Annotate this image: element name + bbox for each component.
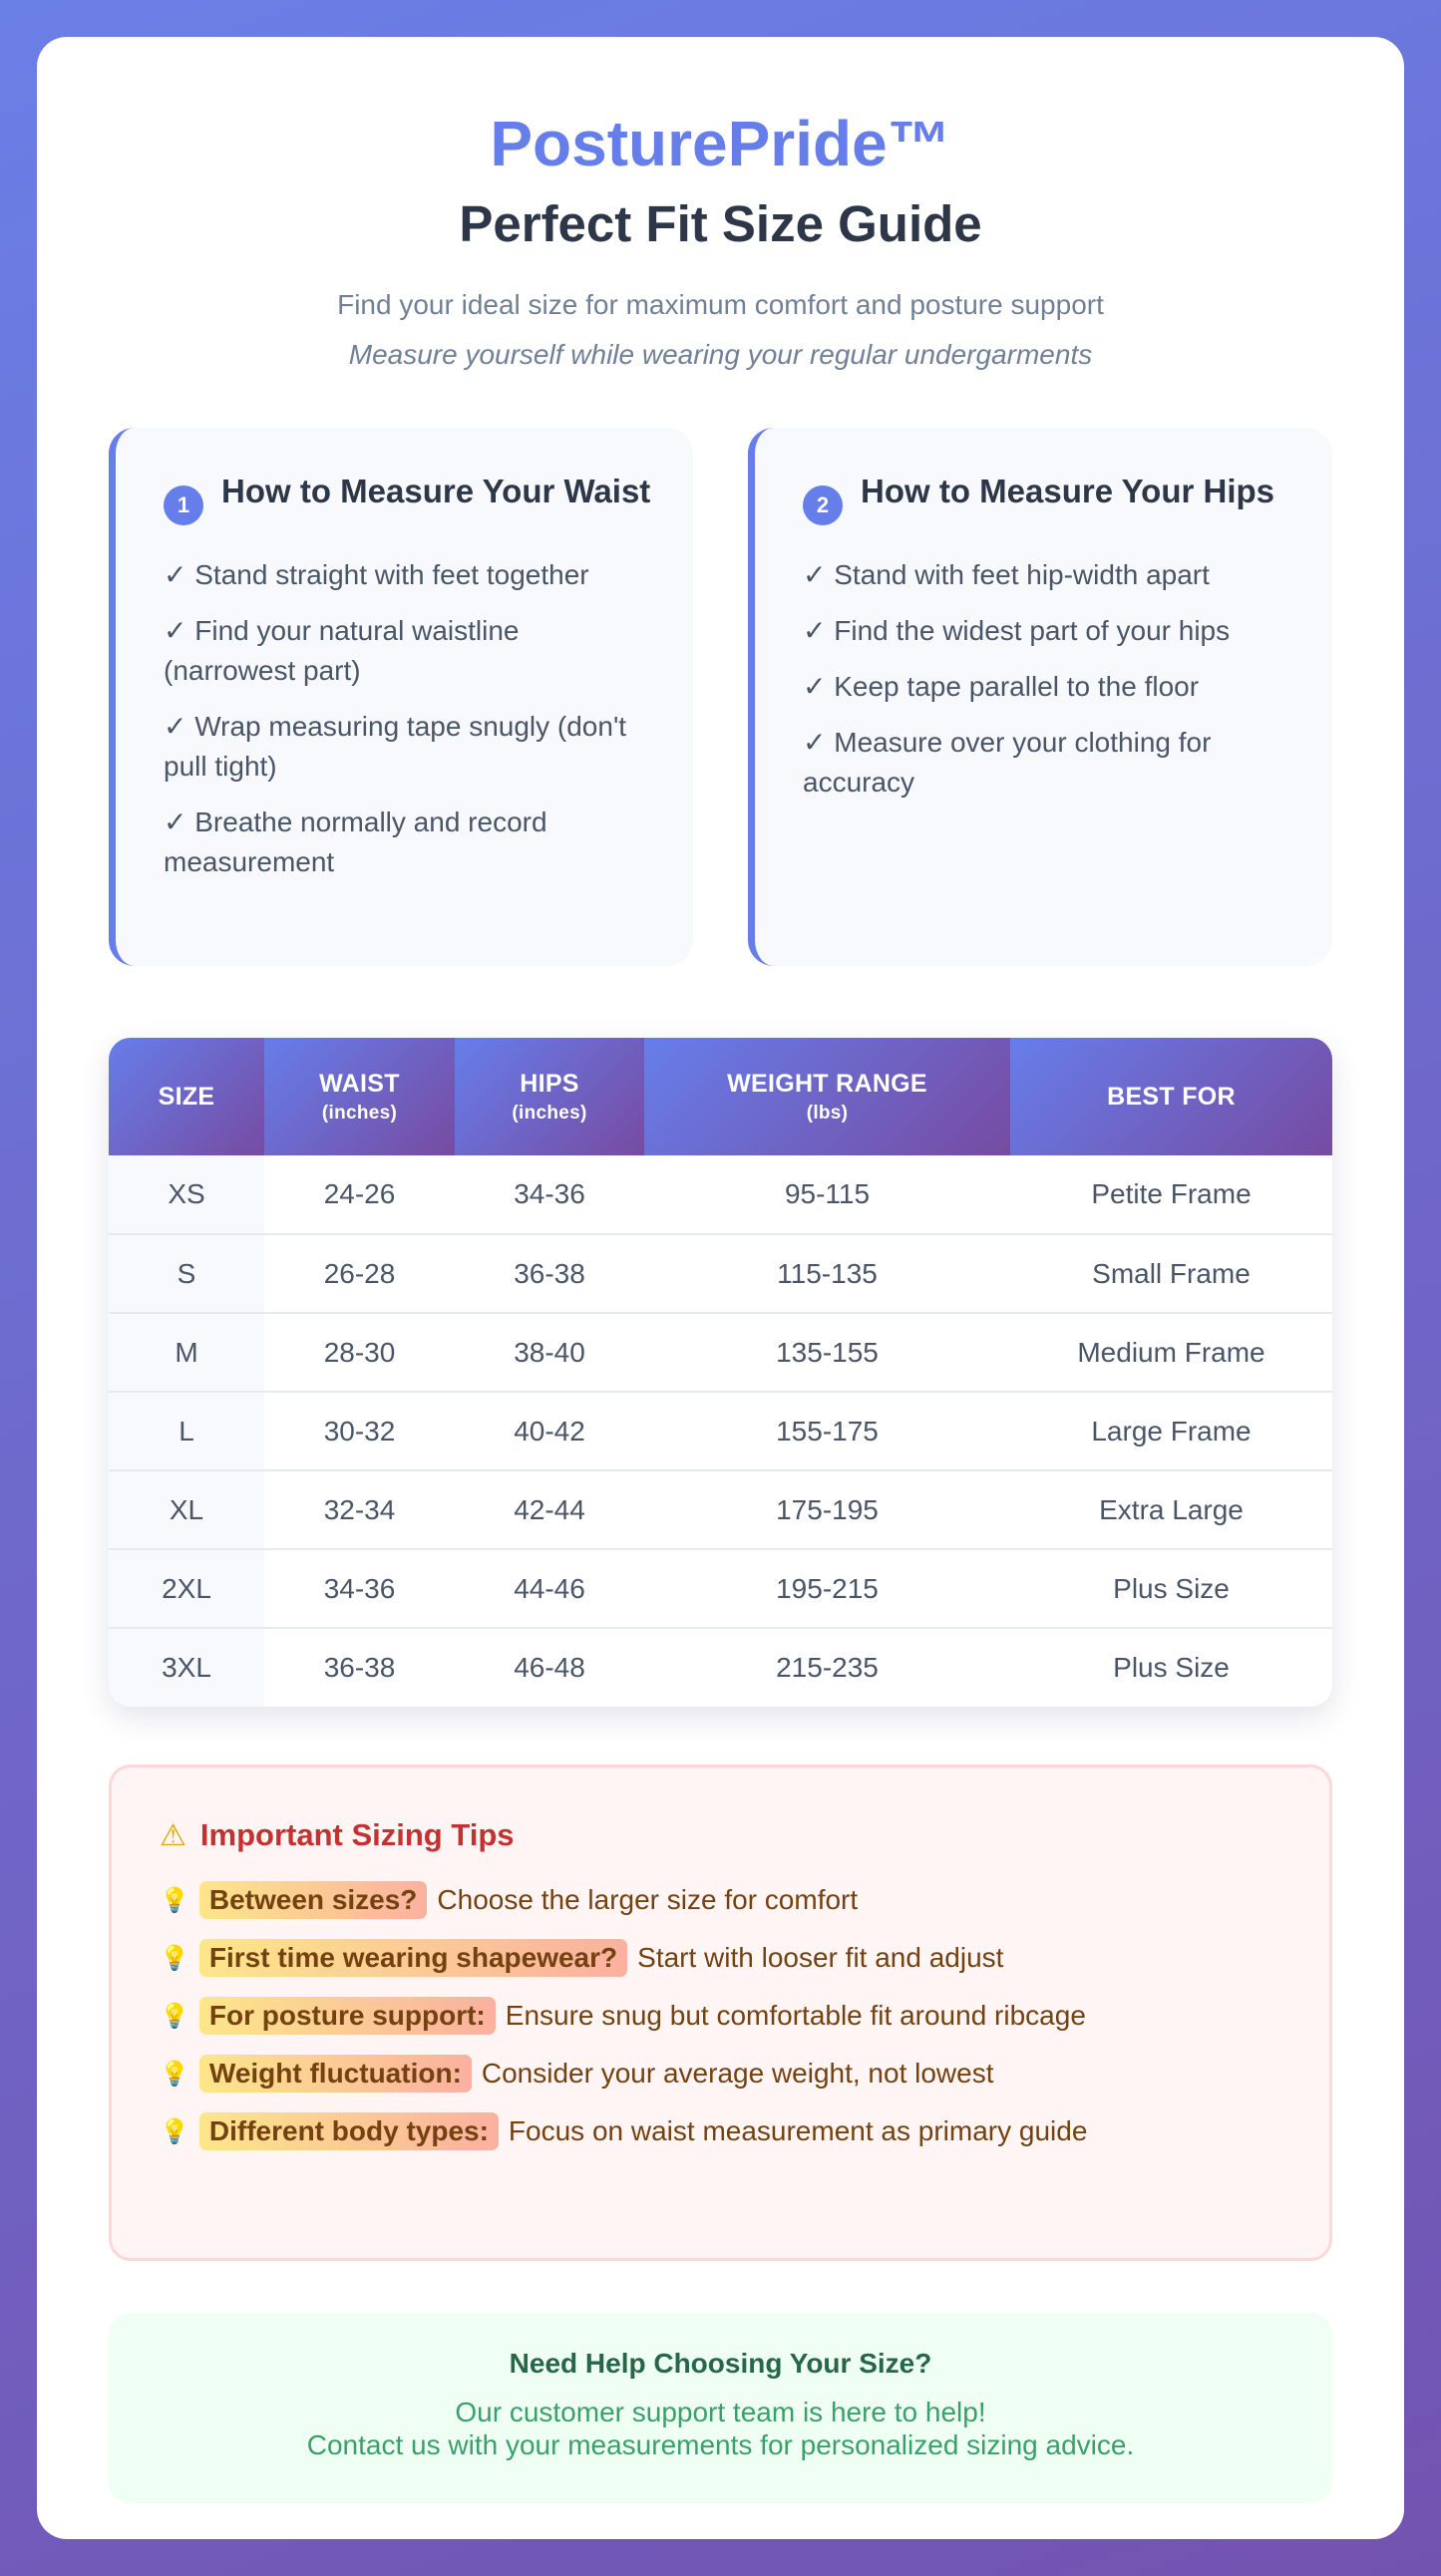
size-cell: M bbox=[109, 1313, 264, 1392]
tip-item bbox=[160, 1995, 1329, 2037]
weight-cell: 215-235 bbox=[644, 1628, 1010, 1707]
tips-title: Important Sizing Tips bbox=[199, 1817, 515, 1852]
column-header-waist: WAIST (inches) bbox=[264, 1038, 455, 1155]
list-item: ✓ Keep tape parallel to the floor bbox=[803, 671, 1200, 702]
tip-item bbox=[160, 1937, 1329, 1979]
weight-cell: 155-175 bbox=[644, 1392, 1010, 1470]
tip-label: Between sizes? bbox=[199, 1881, 428, 1919]
table-row bbox=[109, 1392, 1332, 1470]
list-item: ✓ Wrap measuring tape snugly (don't pull tight) bbox=[164, 711, 627, 782]
waist-cell: 34-36 bbox=[264, 1549, 455, 1628]
table-row bbox=[109, 1628, 1332, 1707]
waist-cell: 30-32 bbox=[264, 1392, 455, 1470]
tip-item bbox=[160, 2110, 1329, 2152]
best-for-cell: Plus Size bbox=[1010, 1628, 1332, 1707]
best-for-cell: Extra Large bbox=[1010, 1470, 1332, 1549]
column-header-weight-range: WEIGHT RANGE (lbs) bbox=[644, 1038, 1010, 1155]
hips-cell: 46-48 bbox=[455, 1628, 644, 1707]
table-row bbox=[109, 1234, 1332, 1313]
tip-text: Choose the larger size for comfort bbox=[437, 1884, 859, 1915]
tip-item bbox=[160, 2053, 1329, 2094]
table-row bbox=[109, 1155, 1332, 1234]
brand-title: PosturePride™ bbox=[490, 108, 951, 179]
weight-cell: 195-215 bbox=[644, 1549, 1010, 1628]
tip-label: Weight fluctuation: bbox=[199, 2055, 472, 2093]
weight-cell: 95-115 bbox=[784, 1178, 871, 1209]
hips-cell: 42-44 bbox=[455, 1470, 644, 1549]
list-item: ✓ Measure over your clothing for accuracy bbox=[803, 727, 1212, 798]
help-text-line-2: Contact us with your measurements for personalized sizing advice. bbox=[306, 2429, 1135, 2460]
hips-cell: 44-46 bbox=[455, 1549, 644, 1628]
best-for-cell: Petite Frame bbox=[1091, 1178, 1252, 1209]
hips-measure-card bbox=[748, 428, 1332, 966]
hips-steps-list bbox=[803, 555, 1292, 803]
hips-cell: 38-40 bbox=[455, 1313, 644, 1392]
list-item: ✓ Find the widest part of your hips bbox=[803, 615, 1231, 646]
waist-cell: 32-34 bbox=[264, 1470, 455, 1549]
size-cell: XS bbox=[109, 1155, 264, 1234]
size-cell: 3XL bbox=[109, 1628, 264, 1707]
hips-cell: 36-38 bbox=[455, 1234, 644, 1313]
sizing-tips-box bbox=[109, 1765, 1332, 2261]
size-cell: XL bbox=[109, 1470, 264, 1549]
tip-item bbox=[160, 1879, 1329, 1921]
lightbulb-icon: 💡 bbox=[160, 1886, 189, 1914]
waist-cell: 26-28 bbox=[264, 1234, 455, 1313]
page-title: Perfect Fit Size Guide bbox=[459, 195, 982, 252]
table-row bbox=[109, 1470, 1332, 1549]
tip-text: Consider your average weight, not lowest bbox=[481, 2058, 994, 2089]
size-cell: L bbox=[109, 1392, 264, 1470]
step-number-1: 1 bbox=[164, 485, 203, 525]
waist-steps-list bbox=[164, 555, 653, 882]
tip-text: Ensure snug but comfortable fit around ribcage bbox=[505, 2000, 1086, 2031]
table-header-row bbox=[109, 1038, 1332, 1155]
warning-icon: ⚠ bbox=[160, 1818, 186, 1852]
column-header-size: SIZE bbox=[109, 1038, 264, 1155]
best-for-cell: Small Frame bbox=[1010, 1234, 1332, 1313]
lightbulb-icon: 💡 bbox=[160, 2002, 189, 2030]
waist-cell: 28-30 bbox=[264, 1313, 455, 1392]
subtitle: Find your ideal size for maximum comfort and posture support bbox=[337, 289, 1104, 320]
weight-cell: 175-195 bbox=[644, 1470, 1010, 1549]
step-number-2: 2 bbox=[803, 485, 843, 525]
column-header-hips: HIPS (inches) bbox=[455, 1038, 644, 1155]
waist-measure-title: How to Measure Your Waist bbox=[221, 473, 651, 509]
tip-text: Focus on waist measurement as primary guide bbox=[508, 2115, 1088, 2146]
best-for-cell: Plus Size bbox=[1010, 1549, 1332, 1628]
measure-note: Measure yourself while wearing your regular undergarments bbox=[348, 339, 1093, 370]
column-header-best-for: BEST FOR bbox=[1010, 1038, 1332, 1155]
table-row bbox=[109, 1549, 1332, 1628]
best-for-cell: Large Frame bbox=[1010, 1392, 1332, 1470]
hips-cell: 34-36 bbox=[514, 1178, 585, 1209]
help-text-line-1: Our customer support team is here to help! bbox=[455, 2397, 986, 2427]
hips-cell: 40-42 bbox=[455, 1392, 644, 1470]
tip-label: Different body types: bbox=[199, 2112, 499, 2150]
list-item: ✓ Stand straight with feet together bbox=[164, 559, 589, 590]
waist-cell: 36-38 bbox=[264, 1628, 455, 1707]
table-row bbox=[109, 1313, 1332, 1392]
list-item: ✓ Stand with feet hip-width apart bbox=[803, 559, 1210, 590]
waist-measure-card bbox=[109, 428, 693, 966]
help-box bbox=[109, 2313, 1332, 2503]
weight-cell: 115-135 bbox=[644, 1234, 1010, 1313]
tip-label: First time wearing shapewear? bbox=[199, 1939, 627, 1977]
help-title: Need Help Choosing Your Size? bbox=[509, 2348, 932, 2379]
best-for-cell: Medium Frame bbox=[1010, 1313, 1332, 1392]
waist-cell: 24-26 bbox=[323, 1178, 396, 1209]
list-item: ✓ Breathe normally and record measurement bbox=[164, 806, 547, 877]
size-cell: 2XL bbox=[109, 1549, 264, 1628]
size-guide-card bbox=[37, 37, 1404, 2539]
tip-text: Start with looser fit and adjust bbox=[637, 1942, 1004, 1973]
lightbulb-icon: 💡 bbox=[160, 2060, 189, 2088]
weight-cell: 135-155 bbox=[644, 1313, 1010, 1392]
size-chart-table bbox=[109, 1038, 1332, 1707]
lightbulb-icon: 💡 bbox=[160, 2117, 189, 2145]
hips-measure-title: How to Measure Your Hips bbox=[861, 473, 1275, 509]
size-cell: S bbox=[109, 1234, 264, 1313]
tip-label: For posture support: bbox=[199, 1997, 496, 2035]
list-item: ✓ Find your natural waistline (narrowest part) bbox=[164, 615, 520, 686]
lightbulb-icon: 💡 bbox=[160, 1944, 189, 1972]
